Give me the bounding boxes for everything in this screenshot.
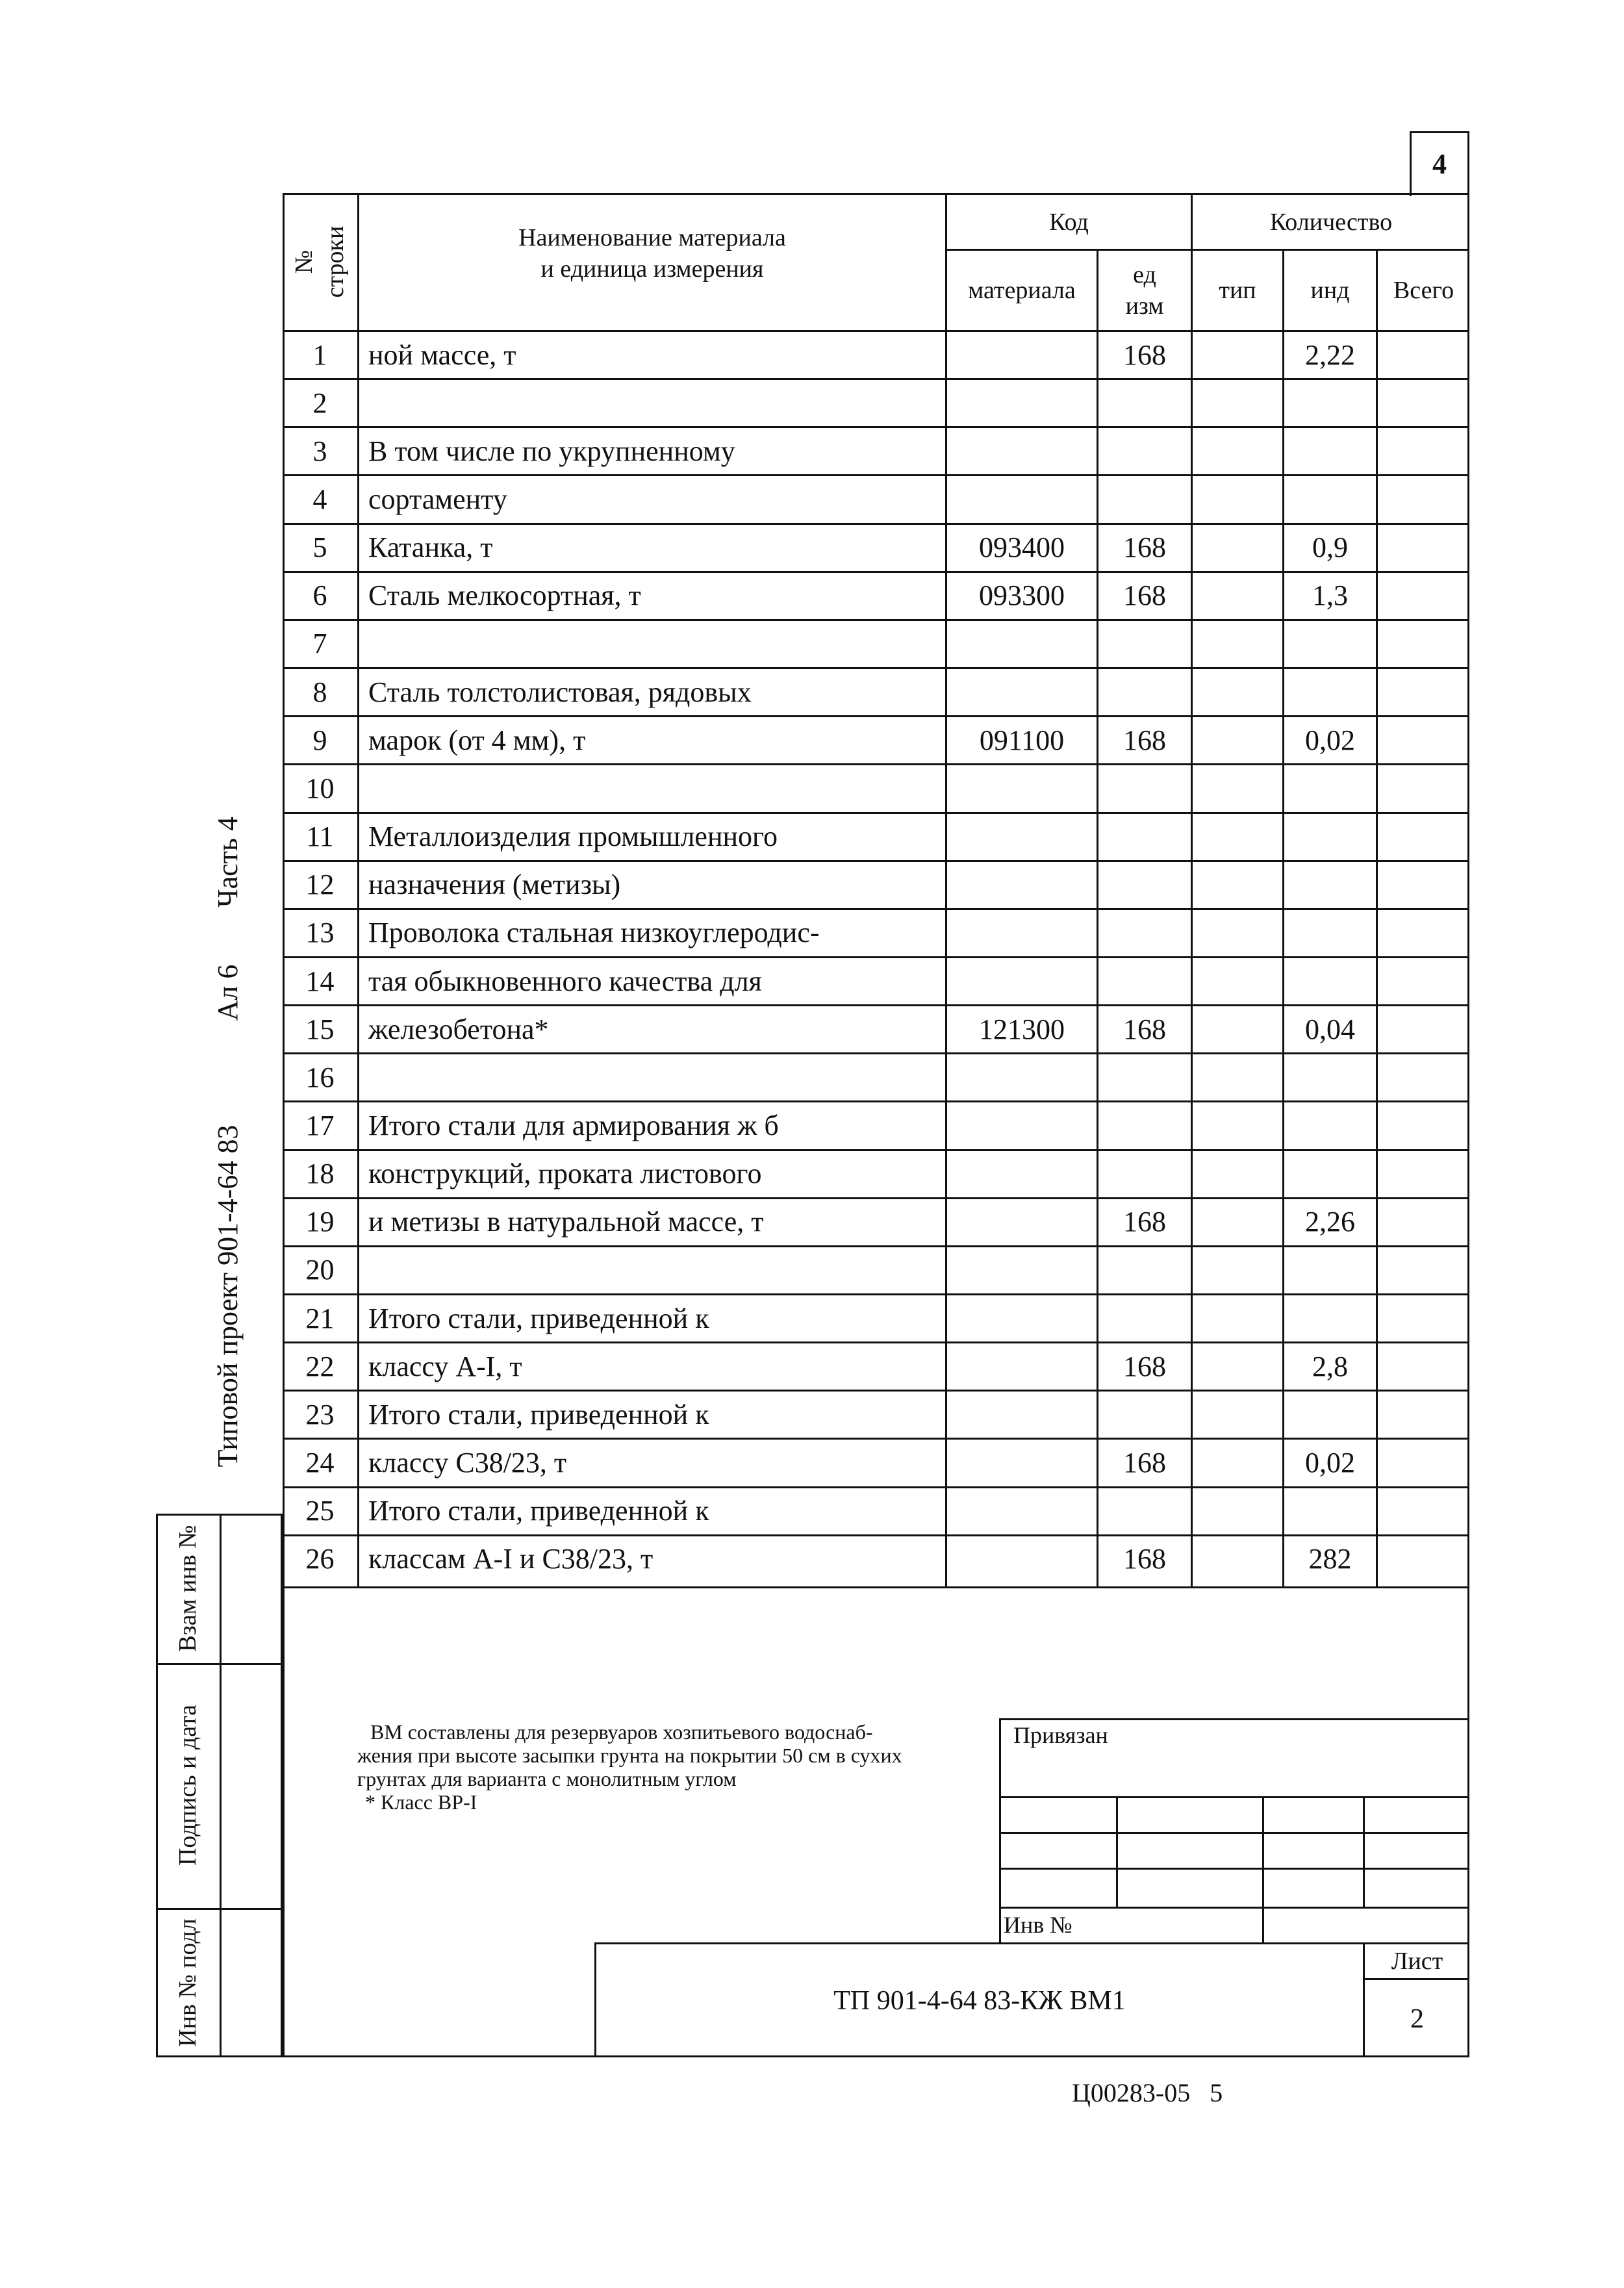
row-qty-ind: 2,8 <box>1312 1350 1348 1382</box>
row-unit-code <box>1098 1295 1191 1341</box>
header-name <box>359 221 945 286</box>
header-name-line1: Наименование материала <box>518 224 786 251</box>
row-unit-code <box>1098 379 1191 426</box>
row-qty-typ <box>1193 909 1282 956</box>
row-qty-typ <box>1193 331 1282 378</box>
row-qty-total <box>1378 572 1469 619</box>
row-qty-total <box>1378 1391 1469 1438</box>
row-qty-typ <box>1193 1295 1282 1341</box>
row-qty-ind <box>1284 1488 1376 1534</box>
row-qty-ind <box>1284 620 1376 667</box>
note-block <box>357 1720 1007 1814</box>
row-name: Проволока стальная низкоуглеродис- <box>368 917 820 949</box>
row-name: марок (от 4 мм), т <box>368 724 586 756</box>
row-material-code <box>947 331 1097 378</box>
row-name: Металлоизделия промышленного <box>368 820 778 853</box>
row-material-code: 091100 <box>979 724 1065 756</box>
row-unit-code: 168 <box>1123 1013 1166 1045</box>
row-name: назначения (метизы) <box>368 869 621 901</box>
row-unit-code <box>1098 1391 1191 1438</box>
row-qty-typ <box>1193 958 1282 1004</box>
doc-code: ТП 901-4-64 83-КЖ ВМ1 <box>833 1986 1126 2016</box>
row-qty-ind <box>1284 668 1376 715</box>
row-qty-typ <box>1193 765 1282 811</box>
row-qty-total <box>1378 476 1469 522</box>
row-number: 25 <box>305 1495 335 1527</box>
side-part: Часть 4 <box>211 817 244 908</box>
row-qty-ind: 0,02 <box>1305 1447 1355 1479</box>
row-number: 11 <box>306 820 334 853</box>
row-qty-ind <box>1284 861 1376 908</box>
row-unit-code: 168 <box>1123 1543 1166 1575</box>
row-unit-code <box>1098 1150 1191 1197</box>
row-qty-ind <box>1284 1247 1376 1293</box>
stamp-top-line <box>999 1718 1469 1720</box>
row-material-code <box>947 379 1097 426</box>
row-name: конструкций, проката листового <box>368 1158 762 1190</box>
row-qty-ind <box>1284 1054 1376 1100</box>
row-material-code <box>947 1247 1097 1293</box>
row-qty-typ <box>1193 1199 1282 1245</box>
row-name: Итого стали для армирования ж б <box>368 1109 779 1141</box>
list-number: 2 <box>1410 2003 1424 2034</box>
row-unit-code <box>1098 620 1191 667</box>
row-qty-total <box>1378 1439 1469 1486</box>
row-qty-typ <box>1193 717 1282 763</box>
row-number: 24 <box>305 1447 335 1479</box>
row-unit-code <box>1098 1247 1191 1293</box>
row-unit-code: 168 <box>1123 1206 1166 1238</box>
header-unit-line2: изм <box>1125 292 1164 320</box>
stamp-line-b <box>999 1832 1469 1834</box>
row-name: В том числе по укрупненному <box>368 435 735 467</box>
row-unit-code <box>1098 958 1191 1004</box>
row-qty-total <box>1378 620 1469 667</box>
row-qty-total <box>1378 1054 1469 1100</box>
row-number: 1 <box>312 338 327 371</box>
row-qty-typ <box>1193 427 1282 474</box>
side-project: Типовой проект 901-4-64 83 <box>211 1125 244 1468</box>
row-qty-ind <box>1284 1295 1376 1341</box>
row-material-code <box>947 620 1097 667</box>
row-qty-total <box>1378 958 1469 1004</box>
row-qty-ind: 2,26 <box>1305 1206 1355 1238</box>
row-qty-total <box>1378 331 1469 378</box>
row-number: 12 <box>305 869 335 901</box>
row-material-code: 121300 <box>979 1013 1065 1045</box>
row-name <box>359 765 945 811</box>
header-qty-typ: тип <box>1219 277 1256 304</box>
row-number: 8 <box>312 676 327 708</box>
row-name: и метизы в натуральной массе, т <box>368 1206 764 1238</box>
row-number: 22 <box>305 1350 335 1382</box>
row-qty-ind <box>1284 379 1376 426</box>
row-qty-ind <box>1284 813 1376 860</box>
header-name-line2: и единица измерения <box>540 255 764 283</box>
page-badge: 4 <box>1432 147 1447 180</box>
row-qty-total <box>1378 861 1469 908</box>
note-line4: * Класс ВР-I <box>365 1790 477 1814</box>
row-qty-ind <box>1284 958 1376 1004</box>
row-number: 4 <box>312 483 327 515</box>
row-name: классу С38/23, т <box>368 1447 567 1479</box>
row-material-code <box>947 909 1097 956</box>
row-material-code <box>947 1391 1097 1438</box>
row-qty-typ <box>1193 1343 1282 1390</box>
row-unit-code <box>1098 813 1191 860</box>
row-name <box>359 1247 945 1293</box>
row-qty-total <box>1378 1295 1469 1341</box>
row-unit-code <box>1098 1488 1191 1534</box>
row-number: 23 <box>305 1398 335 1430</box>
stamp-col-2 <box>1262 1796 1264 1942</box>
row-qty-ind: 1,3 <box>1312 579 1348 612</box>
stamp-line-c <box>999 1868 1469 1870</box>
row-qty-ind <box>1284 909 1376 956</box>
row-unit-code <box>1098 476 1191 522</box>
row-qty-typ <box>1193 668 1282 715</box>
side-inv-orig: Инв № подл <box>174 1918 201 2047</box>
row-qty-ind: 2,22 <box>1305 338 1355 371</box>
row-name <box>359 620 945 667</box>
note-line2: жения при высоте засыпки грунта на покрытии 50 см в сухих <box>357 1744 902 1767</box>
row-material-code <box>947 958 1097 1004</box>
row-name <box>359 1054 945 1100</box>
row-qty-ind: 0,04 <box>1305 1013 1355 1045</box>
row-material-code <box>947 1343 1097 1390</box>
row-qty-total <box>1378 813 1469 860</box>
row-qty-ind <box>1284 765 1376 811</box>
row-qty-typ <box>1193 1488 1282 1534</box>
row-unit-code: 168 <box>1123 338 1166 371</box>
header-qty-ind: инд <box>1310 277 1350 304</box>
row-qty-ind <box>1284 1102 1376 1149</box>
row-qty-typ <box>1193 1247 1282 1293</box>
side-stamp-divider <box>220 1514 222 2057</box>
header-no-word: строки <box>322 225 349 298</box>
row-name: Катанка, т <box>368 531 493 564</box>
row-unit-code: 168 <box>1123 724 1166 756</box>
note-line3: грунтах для варианта с монолитным углом <box>357 1767 737 1790</box>
row-qty-typ <box>1193 1439 1282 1486</box>
row-name: сортаменту <box>368 483 507 515</box>
row-material-code: 093400 <box>979 531 1065 564</box>
row-number: 13 <box>305 917 335 949</box>
list-label: Лист <box>1391 1948 1443 1975</box>
row-qty-ind <box>1284 476 1376 522</box>
row-number: 21 <box>305 1302 335 1334</box>
row-qty-typ <box>1193 620 1282 667</box>
header-no-sign: № <box>290 249 318 274</box>
row-material-code <box>947 668 1097 715</box>
row-number: 17 <box>305 1109 335 1141</box>
row-material-code <box>947 1488 1097 1534</box>
row-qty-total <box>1378 379 1469 426</box>
row-qty-ind <box>1284 1391 1376 1438</box>
row-unit-code <box>1098 861 1191 908</box>
row-unit-code <box>1098 909 1191 956</box>
row-qty-typ <box>1193 1536 1282 1583</box>
row-qty-total <box>1378 717 1469 763</box>
row-qty-ind <box>1284 427 1376 474</box>
row-name: Итого стали, приведенной к <box>368 1398 709 1430</box>
row-name: Итого стали, приведенной к <box>368 1302 709 1334</box>
row-number: 20 <box>305 1254 335 1286</box>
row-qty-typ <box>1193 1391 1282 1438</box>
row-qty-typ <box>1193 1054 1282 1100</box>
stamp-col-3 <box>1363 1796 1365 1907</box>
row-qty-typ <box>1193 524 1282 571</box>
row-qty-total <box>1378 524 1469 571</box>
row-number: 9 <box>312 724 327 756</box>
row-qty-typ <box>1193 476 1282 522</box>
row-material-code <box>947 1102 1097 1149</box>
row-number: 10 <box>305 772 335 804</box>
row-name: Сталь толстолистовая, рядовых <box>368 676 752 708</box>
row-material-code <box>947 1439 1097 1486</box>
row-unit-code <box>1098 427 1191 474</box>
side-album: Ал 6 <box>211 964 244 1021</box>
row-name <box>359 379 945 426</box>
stamp-privyazan: Привязан <box>1013 1722 1108 1748</box>
row-qty-typ <box>1193 572 1282 619</box>
row-qty-typ <box>1193 1006 1282 1052</box>
row-qty-ind: 0,02 <box>1305 724 1355 756</box>
row-qty-typ <box>1193 379 1282 426</box>
row-number: 16 <box>305 1061 335 1093</box>
row-unit-code: 168 <box>1123 531 1166 564</box>
row-qty-typ <box>1193 861 1282 908</box>
row-qty-total <box>1378 1150 1469 1197</box>
header-code-unit <box>1098 251 1191 330</box>
header-code-group: Код <box>1049 208 1089 236</box>
row-name: классу А-I, т <box>368 1350 522 1382</box>
row-qty-ind: 282 <box>1308 1543 1352 1575</box>
row-name: Итого стали, приведенной к <box>368 1495 709 1527</box>
row-material-code <box>947 427 1097 474</box>
stamp-left-line <box>999 1718 1001 1942</box>
row-qty-total <box>1378 1006 1469 1052</box>
row-unit-code: 168 <box>1123 1350 1166 1382</box>
header-row-no <box>290 213 349 311</box>
row-qty-typ <box>1193 1102 1282 1149</box>
row-name: ной массе, т <box>368 338 516 371</box>
header-unit-line1: ед <box>1133 261 1156 288</box>
row-name: железобетона* <box>368 1013 549 1045</box>
row-number: 7 <box>312 628 327 660</box>
row-qty-total <box>1378 765 1469 811</box>
row-qty-total <box>1378 1102 1469 1149</box>
row-name: классам А-I и С38/23, т <box>368 1543 653 1575</box>
row-qty-total <box>1378 1343 1469 1390</box>
row-unit-code <box>1098 1102 1191 1149</box>
row-number: 18 <box>305 1158 335 1190</box>
row-qty-total <box>1378 1488 1469 1534</box>
row-qty-ind: 0,9 <box>1312 531 1348 564</box>
row-material-code <box>947 1295 1097 1341</box>
row-unit-code <box>1098 668 1191 715</box>
row-material-code <box>947 1054 1097 1100</box>
row-number: 26 <box>305 1543 335 1575</box>
row-qty-total <box>1378 427 1469 474</box>
row-material-code <box>947 1150 1097 1197</box>
footer-code: Ц00283-05 5 <box>1072 2078 1223 2107</box>
row-material-code <box>947 765 1097 811</box>
stamp-inv-no: Инв № <box>1004 1912 1072 1938</box>
note-line1: ВМ составлены для резервуаров хозпитьевого водоснаб- <box>370 1720 873 1744</box>
row-unit-code: 168 <box>1123 579 1166 612</box>
row-unit-code <box>1098 1054 1191 1100</box>
row-number: 6 <box>312 579 327 612</box>
row-number: 14 <box>305 965 335 997</box>
row-qty-typ <box>1193 1150 1282 1197</box>
row-number: 3 <box>312 435 327 467</box>
row-qty-total <box>1378 1247 1469 1293</box>
row-qty-total <box>1378 668 1469 715</box>
row-number: 5 <box>312 531 327 564</box>
row-unit-code: 168 <box>1123 1447 1166 1479</box>
stamp-line-a <box>999 1796 1469 1798</box>
side-vzam: Взам инв № <box>174 1525 201 1652</box>
row-material-code <box>947 813 1097 860</box>
row-qty-typ <box>1193 813 1282 860</box>
row-name: Сталь мелкосортная, т <box>368 579 641 612</box>
row-material-code <box>947 1199 1097 1245</box>
row-unit-code <box>1098 765 1191 811</box>
row-name: тая обыкновенного качества для <box>368 965 762 997</box>
row-qty-total <box>1378 1536 1469 1583</box>
row-number: 2 <box>312 387 327 419</box>
row-number: 19 <box>305 1206 335 1238</box>
row-material-code <box>947 476 1097 522</box>
row-number: 15 <box>305 1013 335 1045</box>
row-material-code <box>947 861 1097 908</box>
header-qty-total: Всего <box>1393 277 1454 304</box>
stamp-col-1 <box>1116 1796 1118 1907</box>
row-qty-total <box>1378 1199 1469 1245</box>
side-signature: Подпись и дата <box>174 1704 201 1866</box>
row-material-code: 093300 <box>979 579 1065 612</box>
row-material-code <box>947 1536 1097 1583</box>
header-code-material: материала <box>968 277 1076 304</box>
header-qty-group: Количество <box>1269 208 1393 236</box>
stamp-line-d <box>999 1907 1469 1909</box>
row-qty-ind <box>1284 1150 1376 1197</box>
row-qty-total <box>1378 909 1469 956</box>
